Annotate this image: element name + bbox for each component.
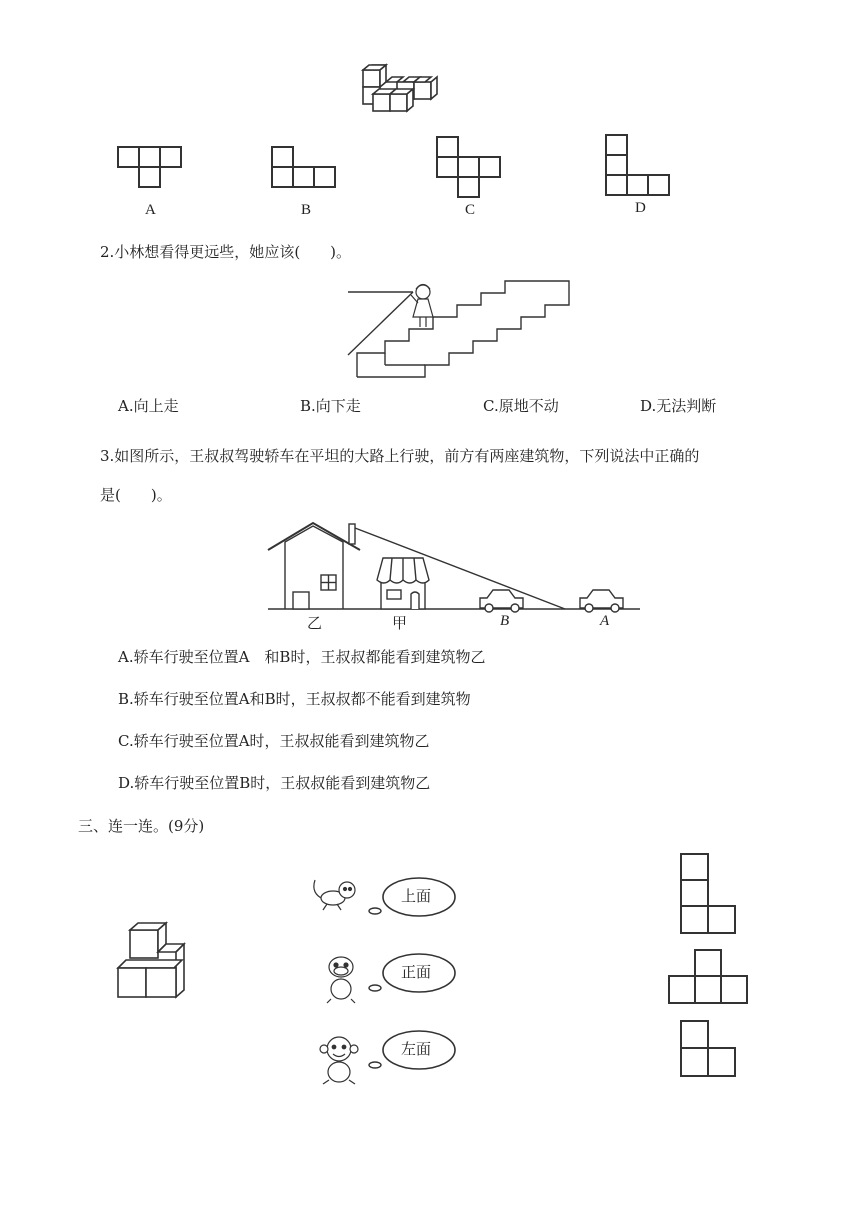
q3-option-c[interactable]: C.轿车行驶至位置A时，王叔叔能看到建筑物乙 [118,732,430,750]
q3-option-d[interactable]: D.轿车行驶至位置B时，王叔叔能看到建筑物乙 [118,774,431,792]
section3-title: 三、连一连。(9分) [78,817,205,835]
section3-monkey-front-icon [321,953,361,1005]
q3-buildings-figure [265,520,643,615]
q2-option-b[interactable]: B.向下走 [300,397,361,415]
q2-question: 2.小林想看得更远些，她应该( )。 [100,243,352,261]
q1-option-a-figure [117,146,183,188]
q3-option-a[interactable]: A.轿车行驶至位置A 和B时，王叔叔都能看到建筑物乙 [118,648,486,666]
q3-label-b: B [500,613,510,629]
section3-view-front-label: 正面 [401,963,432,981]
section3-solid-figure [116,922,191,1000]
q1-option-c-figure [436,136,502,199]
q3-option-b[interactable]: B.轿车行驶至位置A和B时，王叔叔都不能看到建筑物 [118,690,471,708]
q1-option-d-label[interactable]: D [635,200,646,216]
section3-view-top-label: 上面 [401,887,432,905]
section3-view-left-label: 左面 [401,1040,432,1058]
q1-solid-figure [355,62,435,117]
q3-question-line1: 3.如图所示，王叔叔驾驶轿车在平坦的大路上行驶，前方有两座建筑物，下列说法中正确的 [100,447,700,465]
q2-option-a[interactable]: A.向上走 [118,397,179,415]
q3-label-jia: 甲 [392,614,408,632]
q1-option-c-label[interactable]: C [465,202,476,218]
q1-option-a-label[interactable]: A [145,202,156,218]
q3-label-yi: 乙 [307,614,323,632]
q2-option-c[interactable]: C.原地不动 [483,397,559,415]
q2-staircase-figure [345,277,575,382]
section3-view-shape-1 [680,853,738,935]
q1-option-b-figure [271,146,337,188]
q3-label-a: A [600,613,610,629]
q1-option-d-figure [605,134,671,197]
section3-view-shape-3 [680,1020,738,1078]
section3-monkey-top-icon [309,874,361,912]
q3-question-line2: 是( )。 [100,486,172,504]
section3-monkey-left-icon [317,1034,361,1086]
section3-view-shape-2 [668,949,748,1005]
q1-option-b-label[interactable]: B [301,202,312,218]
q2-option-d[interactable]: D.无法判断 [640,397,717,415]
